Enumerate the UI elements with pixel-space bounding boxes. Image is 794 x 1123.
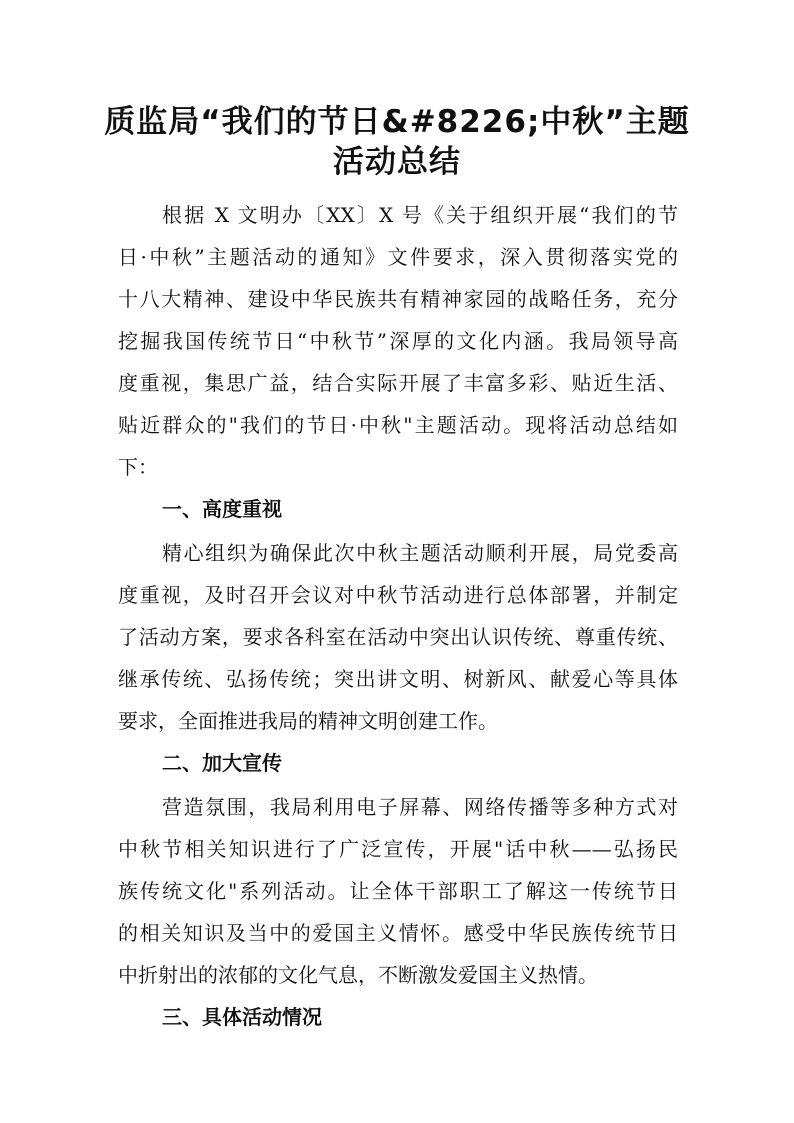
intro-line-2: 日·中秋”主题活动的通知》文件要求，深入贯彻落实党的 xyxy=(118,245,678,269)
document-title-line-2: 活动总结 xyxy=(333,144,461,180)
section-1-line-4: 继承传统、弘扬传统；突出讲文明、树新风、献爱心等具体 xyxy=(118,667,678,691)
intro-line-7: 下： xyxy=(118,455,158,479)
section-1-line-3: 了活动方案，要求各科室在活动中突出认识传统、尊重传统、 xyxy=(118,625,678,649)
intro-line-6: 贴近群众的"我们的节日·中秋"主题活动。现将活动总结如 xyxy=(118,413,678,437)
intro-line-4: 挖掘我国传统节日“中秋节”深厚的文化内涵。我局领导高 xyxy=(118,329,678,353)
section-1-heading: 一、高度重视 xyxy=(162,497,282,521)
section-2-line-3: 族传统文化"系列活动。让全体干部职工了解这一传统节日 xyxy=(118,879,678,903)
intro-line-3: 十八大精神、建设中华民族共有精神家园的战略任务，充分 xyxy=(118,287,678,311)
section-2-line-1: 营造氛围，我局利用电子屏幕、网络传播等多种方式对 xyxy=(162,795,678,819)
intro-line-5: 度重视，集思广益，结合实际开展了丰富多彩、贴近生活、 xyxy=(118,371,678,395)
document-title-line-1: 质监局“我们的节日&#8226;中秋”主题 xyxy=(104,104,690,140)
section-2-heading: 二、加大宣传 xyxy=(162,751,282,775)
section-2-line-4: 的相关知识及当中的爱国主义情怀。感受中华民族传统节日 xyxy=(118,921,678,945)
section-1-line-2: 度重视，及时召开会议对中秋节活动进行总体部署，并制定 xyxy=(118,583,678,607)
intro-line-1: 根据 X 文明办〔XX〕X 号《关于组织开展“我们的节 xyxy=(162,203,678,227)
section-3-heading: 三、具体活动情况 xyxy=(162,1005,322,1029)
section-2-line-5: 中折射出的浓郁的文化气息，不断激发爱国主义热情。 xyxy=(118,963,598,987)
section-1-line-1: 精心组织为确保此次中秋主题活动顺利开展，局党委高 xyxy=(162,541,678,565)
section-1-line-5: 要求，全面推进我局的精神文明创建工作。 xyxy=(118,709,498,733)
section-2-line-2: 中秋节相关知识进行了广泛宣传，开展"话中秋——弘扬民 xyxy=(118,837,678,861)
